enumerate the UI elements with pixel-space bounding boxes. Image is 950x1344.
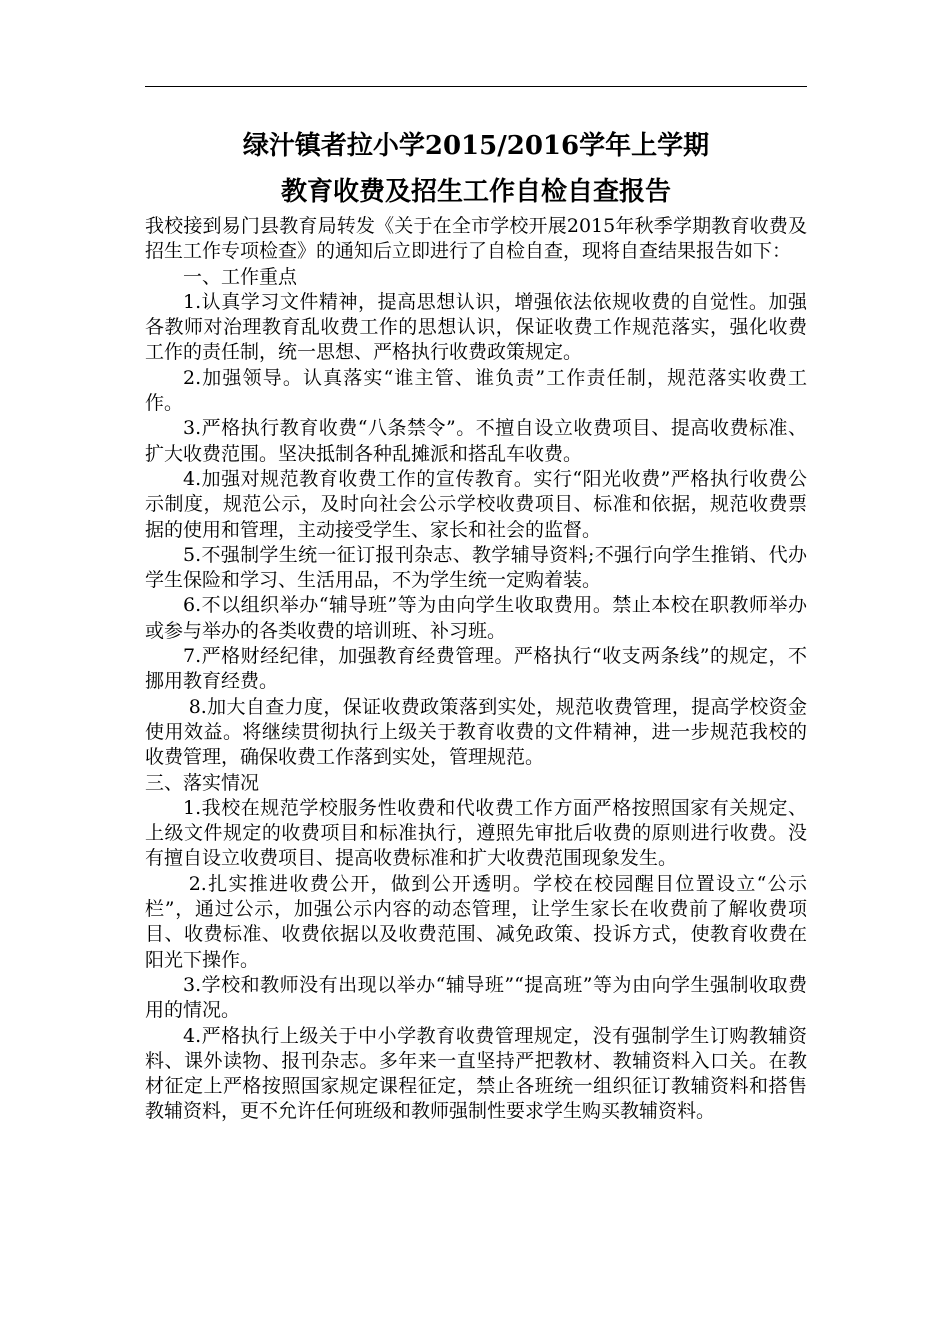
implementation-item-3: 3.学校和教师没有出现以举办“辅导班”“提高班”等为由向学生强制收取费用的情况。 — [145, 973, 807, 1022]
focus-item-1: 1.认真学习文件精神，提高思想认识，增强依法依规收费的自觉性。加强各教师对治理教育乱收费工作的思想认识，保证收费工作规范落实，强化收费工作的责任制，统一思想、严格执行收费政策规定。 — [145, 290, 807, 364]
section-heading-work-focus: 一、工作重点 — [183, 265, 298, 288]
focus-item-5: 5.不强制学生统一征订报刊杂志、教学辅导资料;不强行向学生推销、代办学生保险和学习、生活用品，不为学生统一定购着装。 — [145, 543, 807, 592]
implementation-item-2: 2.扎实推进收费公开，做到公开透明。学校在校园醒目位置设立“公示栏”，通过公示，加强公示内容的动态管理，让学生家长在收费前了解收费项目、收费标准、收费依据以及收费范围、减免政策、投诉方式，使教育收费在阳光下操作。 — [145, 872, 807, 971]
header-rule — [145, 86, 807, 87]
focus-item-4: 4.加强对规范教育收费工作的宣传教育。实行“阳光收费”严格执行收费公示制度，规范公示，及时向社会公示学校收费项目、标准和依据，规范收费票据的使用和管理，主动接受学生、家长和社会的监督。 — [145, 467, 807, 541]
focus-item-7: 7.严格财经纪律，加强教育经费管理。严格执行“收支两条线”的规定，不挪用教育经费。 — [145, 645, 807, 693]
intro-paragraph: 我校接到易门县教育局转发《关于在全市学校开展2015年秋季学期教育收费及招生工作专项检查》的通知后立即进行了自检自查，现将自查结果报告如下： — [145, 215, 807, 263]
implementation-item-1: 1.我校在规范学校服务性收费和代收费工作方面严格按照国家有关规定、上级文件规定的收费项目和标准执行，遵照先审批后收费的原则进行收费。没有擅自设立收费项目、提高收费标准和扩大收费范围现象发生。 — [145, 796, 807, 870]
document-title-line-1: 绿汁镇者拉小学2015/2016学年上学期 — [242, 131, 710, 161]
focus-item-3: 3.严格执行教育收费“八条禁令”。不擅自设立收费项目、提高收费标准、扩大收费范围。坚决抵制各种乱摊派和搭乱车收费。 — [145, 417, 807, 465]
implementation-item-4: 4.严格执行上级关于中小学教育收费管理规定，没有强制学生订购教辅资料、课外读物、报刊杂志。多年来一直坚持严把教材、教辅资料入口关。在教材征定上严格按照国家规定课程征定，禁止各班统一组织征订教辅资料和搭售教辅资料，更不允许任何班级和教师强制性要求学生购买教辅资料。 — [145, 1024, 807, 1123]
focus-item-6: 6.不以组织举办“辅导班”等为由向学生收取费用。禁止本校在职教师举办或参与举办的各类收费的培训班、补习班。 — [145, 594, 807, 642]
document-title-line-2: 教育收费及招生工作自检自查报告 — [280, 177, 671, 207]
document-body — [145, 128, 807, 1125]
focus-item-8: 8.加大自查力度，保证收费政策落到实处，规范收费管理，提高学校资金使用效益。将继续贯彻执行上级关于教育收费的文件精神，进一步规范我校的收费管理，确保收费工作落到实处，管理规范。 — [145, 695, 807, 769]
section-heading-implementation: 三、落实情况 — [145, 771, 260, 794]
focus-item-2: 2.加强领导。认真落实“谁主管、谁负责”工作责任制，规范落实收费工作。 — [145, 366, 807, 415]
